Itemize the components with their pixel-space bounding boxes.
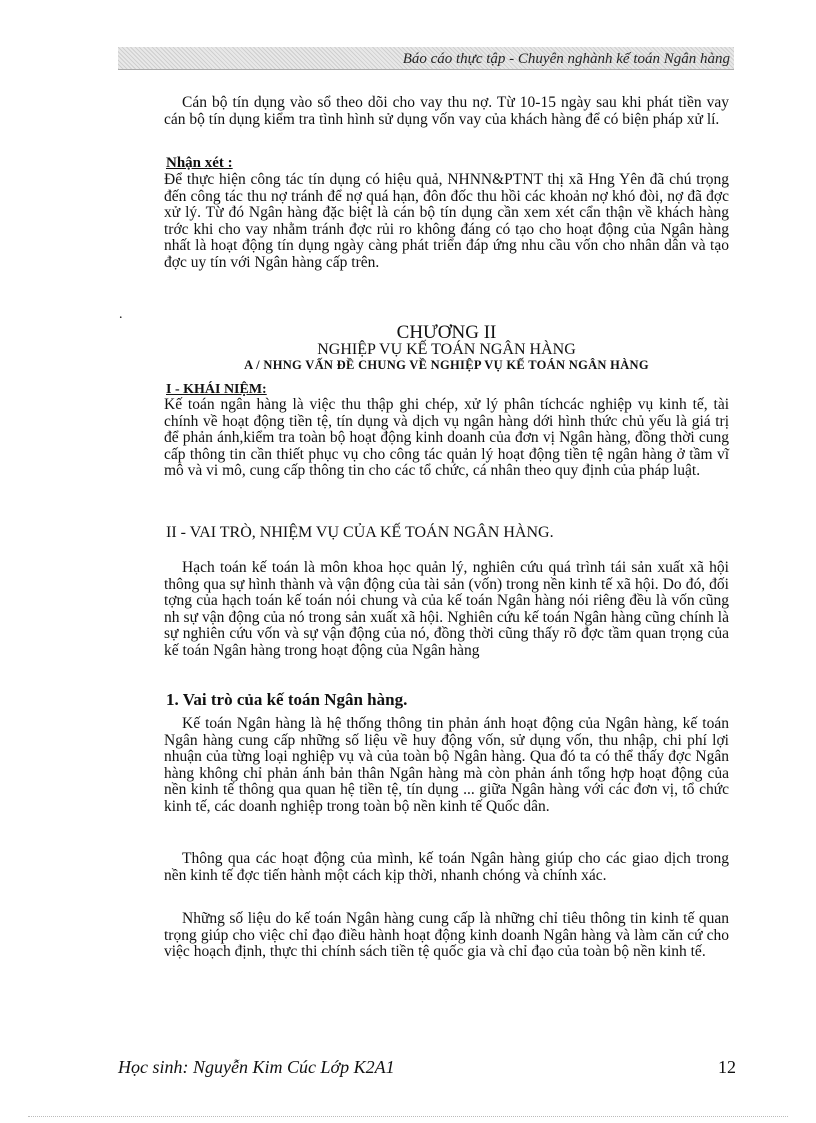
bottom-dotted-divider <box>28 1116 788 1117</box>
paragraph-economic-data: Những số liệu do kế toán Ngân hàng cung cấp là những chỉ tiêu thông tin kinh tế quan trọng giúp cho việc chỉ đạo điều hành hoạt động kinh doanh Ngân hàng và làm căn cứ cho việc hoạch định, thực thi chính sách tiền tệ quốc gia và chỉ đạo của toàn bộ nền kinh tế. <box>164 910 729 961</box>
page-header-title: Báo cáo thực tập - Chuyên nghành kế toán Ngân hàng <box>402 51 730 67</box>
paragraph-remark: Để thực hiện công tác tín dụng có hiệu quả, NHNN&PTNT thị xã Hng Yên đã chú trọng đến công tác thu nợ tránh để nợ quá hạn, đôn đốc thu hồi các khoản nợ khó đòi, nợ đã đợc xử lý. Từ đó Ngân hàng đặc biệt là cán bộ tín dụng cần xem xét cẩn thận về khách hàng trớc khi cho vay nhằm tránh đợc rủi ro không đáng có tạo cho hoạt động của Ngân hàng nhất là hoạt động tín dụng ngày càng phát triển đáp ứng nhu cầu vốn cho nhân dân và tạo đợc uy tín với Ngân hàng cấp trên. <box>164 171 729 271</box>
subheading-role: 1. Vai trò của kế toán Ngân hàng. <box>166 690 408 709</box>
paragraph-role-info-system: Kế toán Ngân hàng là hệ thống thông tin phản ánh hoạt động của Ngân hàng, kế toán Ngân hàng cung cấp những số liệu về huy động vốn, sử dụng vốn, thu nhập, chi phí lợi nhuận của từng loại nghiệp vụ và của toàn bộ Ngân hàng. Qua đó ta có thể thấy đợc Ngân hàng không chỉ phản ánh bản thân Ngân hàng mà còn phản ánh tổng hợp hoạt động của nền kinh tế thông qua quan hệ tiền tệ, tín dụng ... giữa Ngân hàng với các đơn vị, tổ chức kinh tế, các doanh nghiệp trong toàn bộ nền kinh tế Quốc dân. <box>164 715 729 815</box>
paragraph-definition: Kế toán ngân hàng là việc thu thập ghi chép, xử lý phân tíchcác nghiệp vụ kinh tế, tài chính về hoạt động tiền tệ, tín dụng và dịch vụ ngân hàng dới hình thức chủ yếu là giá trị để phản ánh,kiểm tra toàn bộ hoạt động kinh doanh của đơn vị Ngân hàng, đồng thời cung cấp thông tin cần thiết phục vụ cho công tác quản lý hoạt động tiền tệ ngân hàng ở tầm vĩ mô và vi mô, cung cấp thông tin cho các tổ chức, cá nhân theo quy định của pháp luật. <box>164 396 729 480</box>
page-number: 12 <box>718 1057 736 1077</box>
footer-author: Học sinh: Nguyễn Kim Cúc Lớp K2A1 <box>118 1057 395 1077</box>
page-footer <box>118 1057 736 1078</box>
paragraph-loan-monitoring: Cán bộ tín dụng vào sổ theo dõi cho vay thu nợ. Từ 10-15 ngày sau khi phát tiền vay cán bộ tín dụng kiểm tra tình hình sử dụng vốn vay của khách hàng để có biện pháp xử lí. <box>164 94 729 128</box>
remark-heading: Nhận xét : <box>166 155 233 171</box>
section-a-heading: A / NHNG VẤN ĐỀ CHUNG VỀ NGHIỆP VỤ KẾ TOÁN NGÂN HÀNG <box>244 358 649 372</box>
paragraph-accounting-science: Hạch toán kế toán là môn khoa học quản lý, nghiên cứu quá trình tái sản xuất xã hội thông qua sự hình thành và vận động của tài sản (vốn) trong nền kinh tế xã hội. Do đó, đối tợng của hạch toán kế toán nói chung và của kế toán Ngân hàng nói riêng đều là vốn cũng nh sự vận động của nó trong sản xuất xã hội. Nghiên cứu kế toán Ngân hàng cũng chính là sự nghiên cứu vốn và sự vận động của nó, đồng thời cũng thấy rõ đợc tầm quan trọng của kế toán Ngân hàng trong hoạt động của Ngân hàng <box>164 559 729 659</box>
stray-dot: . <box>119 307 123 322</box>
chapter-subtitle: NGHIỆP VỤ KẾ TOÁN NGÂN HÀNG <box>317 341 576 358</box>
section-2-heading: II - VAI TRÒ, NHIỆM VỤ CỦA KẾ TOÁN NGÂN HÀNG. <box>166 524 554 541</box>
chapter-title: CHƯƠNG II <box>396 322 497 343</box>
paragraph-transactions: Thông qua các hoạt động của mình, kế toán Ngân hàng giúp cho các giao dịch trong nền kinh tế đợc tiến hành một cách kịp thời, nhanh chóng và chính xác. <box>164 850 729 884</box>
section-1-heading: I - KHÁI NIỆM: <box>166 382 267 397</box>
